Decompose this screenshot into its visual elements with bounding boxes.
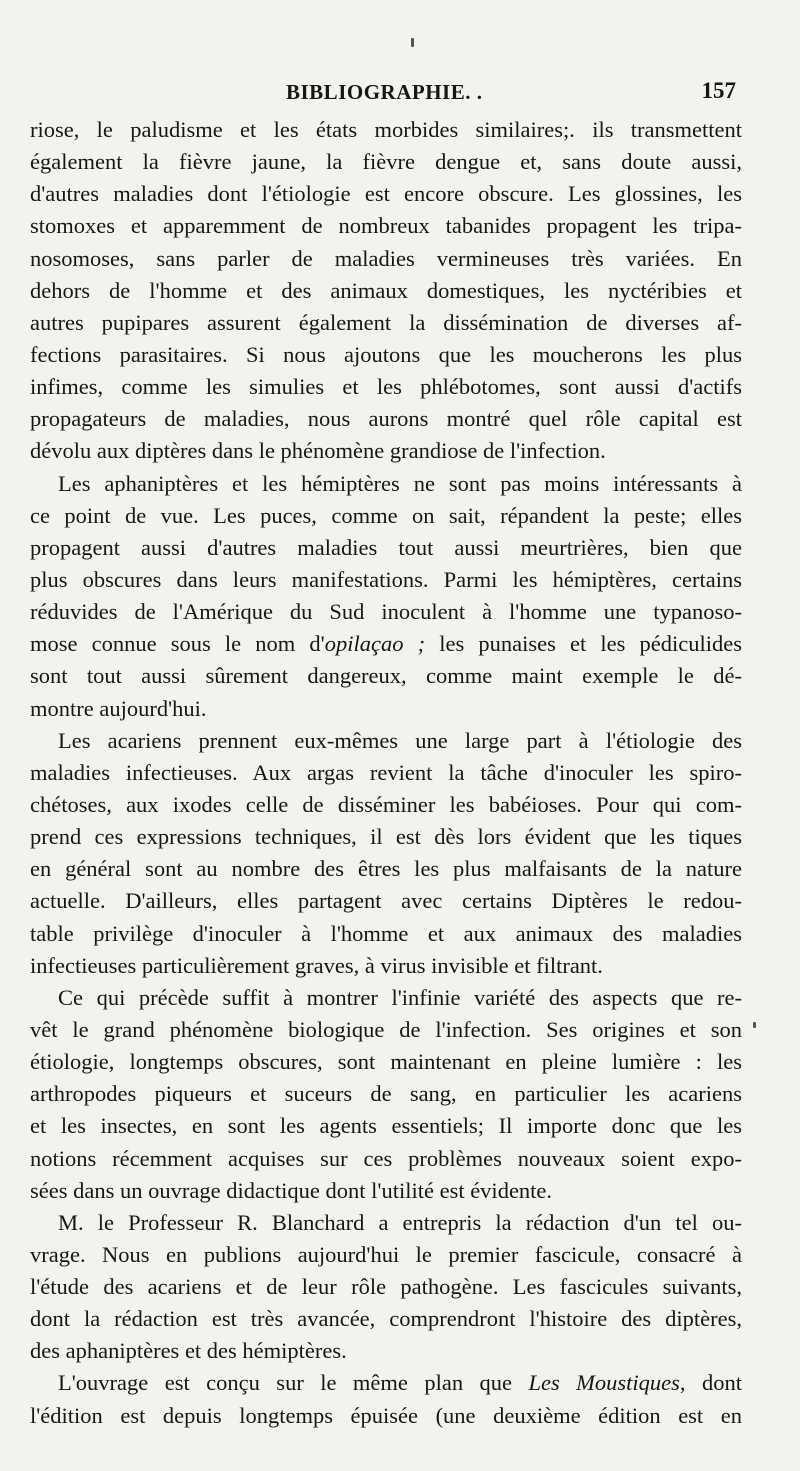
italic-title: Les Moustiques bbox=[528, 1370, 680, 1396]
text-line: réduvides de l'Amérique du Sud inoculent à l'homme une typanoso- bbox=[30, 599, 742, 625]
text-run: , dont bbox=[679, 1370, 742, 1396]
text-run: les punaises et les pédiculides bbox=[425, 631, 742, 657]
text-line: vêt le grand phénomène biologique de l'infection. Ses origines et son bbox=[30, 1016, 742, 1042]
text-line: montre aujourd'hui. bbox=[30, 695, 207, 721]
text-line: notions récemment acquises sur ces problèmes nouveaux soient expo- bbox=[30, 1145, 742, 1171]
text-line bbox=[30, 628, 742, 660]
text-line: l'étude des acariens et de leur rôle pathogène. Les fascicules suivants, bbox=[30, 1274, 742, 1300]
text-line: Ce qui précède suffit à montrer l'infinie variété des aspects que re- bbox=[58, 984, 742, 1010]
text-line: d'autres maladies dont l'étiologie est encore obscure. Les glossines, les bbox=[30, 181, 742, 207]
text-line: infimes, comme les simulies et les phlébotomes, sont aussi d'actifs bbox=[30, 374, 742, 400]
print-speck bbox=[411, 38, 414, 47]
text-line: propagateurs de maladies, nous aurons montré quel rôle capital est bbox=[30, 406, 742, 432]
text-line: des aphaniptères et des hémiptères. bbox=[30, 1338, 347, 1364]
text-line: autres pupipares assurent également la dissémination de diverses af- bbox=[30, 309, 742, 335]
text-line: également la fièvre jaune, la fièvre dengue et, sans doute aussi, bbox=[30, 149, 742, 175]
text-line: Les aphaniptères et les hémiptères ne sont pas moins intéressants à bbox=[58, 470, 742, 496]
italic-title: opilaçao ; bbox=[324, 631, 426, 657]
text-line: dévolu aux diptères dans le phénomène grandiose de l'infection. bbox=[30, 438, 606, 464]
text-line: maladies infectieuses. Aux argas revient la tâche d'inoculer les spiro- bbox=[30, 759, 742, 785]
text-line: et les insectes, en sont les agents essentiels; Il importe donc que les bbox=[30, 1113, 742, 1139]
text-line: nosomoses, sans parler de maladies vermineuses très variées. En bbox=[30, 245, 742, 271]
text-line: l'édition est depuis longtemps épuisée (une deuxième édition est en bbox=[30, 1402, 742, 1428]
text-line: table privilège d'inoculer à l'homme et aux animaux des maladies bbox=[30, 920, 742, 946]
text-run: mose connue sous le nom d' bbox=[30, 631, 325, 657]
text-line: plus obscures dans leurs manifestations. Parmi les hémiptères, certains bbox=[30, 566, 742, 592]
text-line: Les acariens prennent eux-mêmes une large part à l'étiologie des bbox=[58, 727, 742, 753]
text-line: dont la rédaction est très avancée, comprendront l'histoire des diptères, bbox=[30, 1306, 742, 1332]
text-line bbox=[30, 1367, 742, 1399]
page-header bbox=[0, 80, 800, 110]
text-line: sont tout aussi sûrement dangereux, comme maint exemple le dé- bbox=[30, 663, 742, 689]
text-line: dehors de l'homme et des animaux domestiques, les nyctéribies et bbox=[30, 277, 742, 303]
text-line: vrage. Nous en publions aujourd'hui le premier fascicule, consacré à bbox=[30, 1241, 742, 1267]
text-line: prend ces expressions techniques, il est dès lors évident que les tiques bbox=[30, 824, 742, 850]
text-line: arthropodes piqueurs et suceurs de sang, en particulier les acariens bbox=[30, 1081, 742, 1107]
print-speck bbox=[753, 1022, 756, 1028]
text-line: sées dans un ouvrage didactique dont l'utilité est évidente. bbox=[30, 1177, 553, 1203]
body-text bbox=[30, 114, 742, 1432]
text-line: chétoses, aux ixodes celle de disséminer les babéioses. Pour qui com- bbox=[30, 791, 742, 817]
text-line: étiologie, longtemps obscures, sont maintenant en pleine lumière : les bbox=[30, 1049, 742, 1075]
running-title: BIBLIOGRAPHIE. . bbox=[286, 80, 483, 104]
text-line: actuelle. D'ailleurs, elles partagent avec certains Diptères le redou- bbox=[30, 888, 742, 914]
text-line: fections parasitaires. Si nous ajoutons que les moucherons les plus bbox=[30, 341, 742, 367]
text-line: infectieuses particulièrement graves, à virus invisible et filtrant. bbox=[30, 952, 603, 978]
text-line: propagent aussi d'autres maladies tout aussi meurtrières, bien que bbox=[30, 534, 742, 560]
text-line: en général sont au nombre des êtres les plus malfaisants de la nature bbox=[30, 856, 742, 882]
text-run: L'ouvrage est conçu sur le même plan que bbox=[58, 1370, 529, 1396]
text-line: stomoxes et apparemment de nombreux tabanides propagent les tripa- bbox=[30, 213, 742, 239]
page-number: 157 bbox=[701, 78, 736, 103]
text-line: ce point de vue. Les puces, comme on sait, répandent la peste; elles bbox=[30, 502, 742, 528]
text-line: M. le Professeur R. Blanchard a entrepris la rédaction d'un tel ou- bbox=[58, 1209, 742, 1235]
text-line: riose, le paludisme et les états morbides similaires;. ils transmettent bbox=[30, 117, 742, 142]
